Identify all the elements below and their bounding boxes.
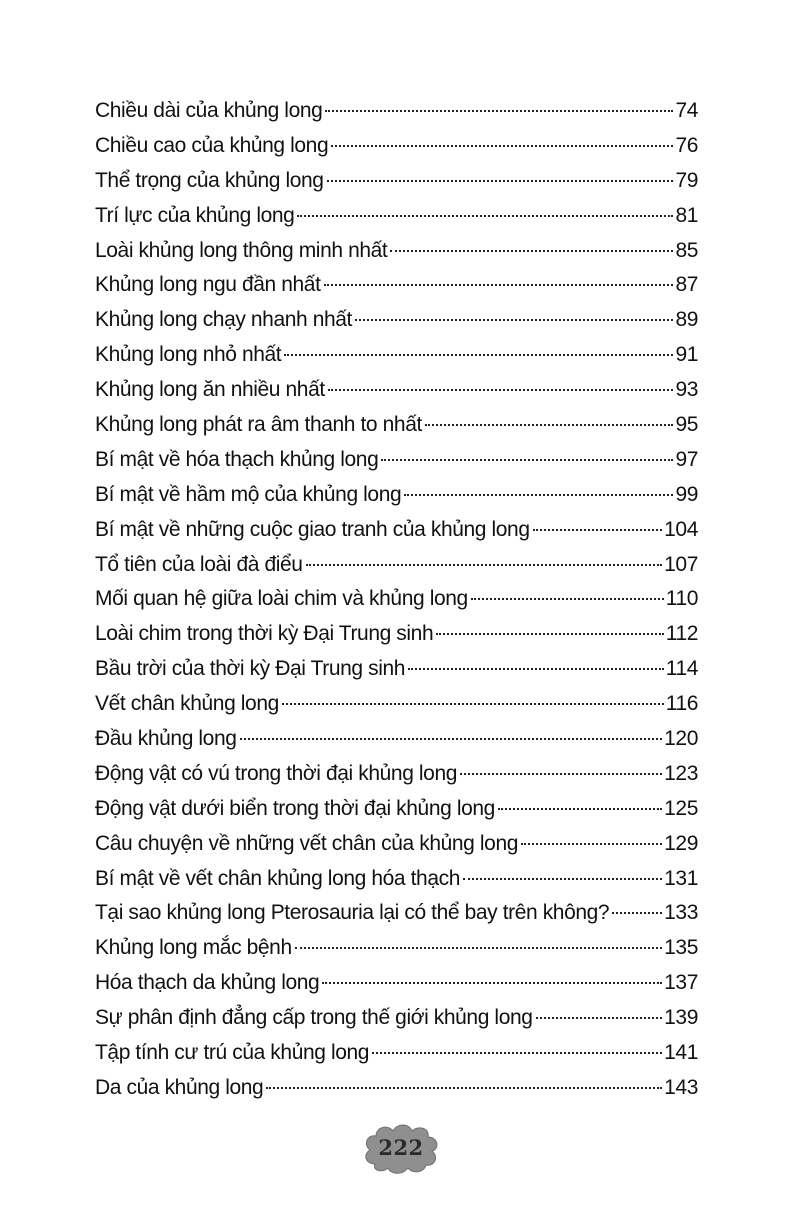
dot-leader bbox=[327, 180, 674, 182]
table-of-contents bbox=[95, 94, 698, 1106]
toc-entry-page: 93 bbox=[675, 378, 698, 402]
toc-entry-title: Tổ tiên của loài đà điểu bbox=[95, 552, 303, 576]
dot-leader bbox=[425, 424, 674, 426]
toc-entry-page: 107 bbox=[664, 552, 698, 576]
toc-entry-title: Bí mật về vết chân khủng long hóa thạch bbox=[95, 866, 460, 890]
toc-entry-page: 87 bbox=[675, 273, 698, 297]
toc-entry-page: 129 bbox=[664, 831, 698, 855]
toc-entry-page: 137 bbox=[664, 971, 698, 995]
dot-leader bbox=[295, 947, 662, 949]
toc-entry-page: 133 bbox=[664, 901, 698, 925]
toc-entry-page: 143 bbox=[664, 1075, 698, 1099]
toc-entry bbox=[95, 931, 698, 966]
dot-leader bbox=[408, 668, 664, 670]
dot-leader bbox=[240, 738, 663, 740]
toc-entry bbox=[95, 268, 698, 303]
toc-entry-title: Vết chân khủng long bbox=[95, 692, 279, 716]
dot-leader bbox=[471, 598, 664, 600]
toc-entry-title: Tại sao khủng long Pterosauria lại có thể bay trên không? bbox=[95, 901, 610, 925]
toc-entry-page: 125 bbox=[664, 796, 698, 820]
toc-entry bbox=[95, 687, 698, 722]
toc-entry bbox=[95, 164, 698, 199]
toc-entry-title: Động vật dưới biển trong thời đại khủng long bbox=[95, 796, 495, 820]
toc-entry-title: Thể trọng của khủng long bbox=[95, 168, 324, 192]
dot-leader bbox=[612, 912, 662, 914]
toc-entry bbox=[95, 896, 698, 931]
toc-entry-page: 85 bbox=[675, 238, 698, 262]
toc-entry bbox=[95, 1001, 698, 1036]
toc-entry-title: Loài chim trong thời kỳ Đại Trung sinh bbox=[95, 622, 434, 646]
dot-leader bbox=[266, 1087, 662, 1089]
toc-entry-page: 135 bbox=[664, 936, 698, 960]
dot-leader bbox=[331, 145, 673, 147]
toc-entry bbox=[95, 129, 698, 164]
dot-leader bbox=[460, 773, 662, 775]
toc-entry-title: Loài khủng long thông minh nhất bbox=[95, 238, 388, 262]
toc-entry-page: 81 bbox=[675, 203, 698, 227]
dot-leader bbox=[355, 319, 673, 321]
dot-leader bbox=[521, 843, 662, 845]
toc-entry-title: Hóa thạch da khủng long bbox=[95, 971, 320, 995]
page-number: 222 bbox=[378, 1135, 424, 1160]
toc-entry bbox=[95, 373, 698, 408]
dot-leader bbox=[536, 1017, 663, 1019]
toc-entry bbox=[95, 478, 698, 513]
toc-entry bbox=[95, 1036, 698, 1071]
toc-entry-page: 114 bbox=[665, 657, 698, 681]
toc-entry bbox=[95, 652, 698, 687]
toc-entry-page: 141 bbox=[664, 1041, 698, 1065]
toc-entry bbox=[95, 862, 698, 897]
toc-entry-page: 74 bbox=[675, 99, 698, 122]
toc-entry bbox=[95, 617, 698, 652]
toc-entry-title: Trí lực của khủng long bbox=[95, 203, 295, 227]
dot-leader bbox=[325, 110, 673, 112]
toc-entry bbox=[95, 94, 698, 129]
toc-entry bbox=[95, 966, 698, 1001]
toc-entry bbox=[95, 443, 698, 478]
toc-entry-title: Động vật có vú trong thời đại khủng long bbox=[95, 761, 458, 785]
toc-entry-title: Tập tính cư trú của khủng long bbox=[95, 1041, 370, 1065]
toc-entry-page: 95 bbox=[675, 413, 698, 437]
toc-entry-title: Bí mật về những cuộc giao tranh của khủng long bbox=[95, 517, 530, 541]
dot-leader bbox=[328, 389, 674, 391]
toc-entry bbox=[95, 1071, 698, 1106]
toc-entry-page: 123 bbox=[664, 761, 698, 785]
toc-entry bbox=[95, 408, 698, 443]
toc-entry-page: 120 bbox=[664, 727, 698, 751]
dot-leader bbox=[463, 878, 662, 880]
toc-entry bbox=[95, 513, 698, 548]
dot-leader bbox=[533, 529, 663, 531]
toc-entry-page: 91 bbox=[675, 343, 698, 367]
toc-entry-title: Sự phân định đẳng cấp trong thế giới khủng long bbox=[95, 1006, 533, 1030]
toc-entry-page: 79 bbox=[675, 168, 698, 192]
toc-entry-title: Khủng long ngu đần nhất bbox=[95, 273, 321, 297]
toc-entry bbox=[95, 338, 698, 373]
toc-entry bbox=[95, 548, 698, 583]
dot-leader bbox=[282, 703, 664, 705]
toc-entry-title: Khủng long phát ra âm thanh to nhất bbox=[95, 413, 422, 437]
dot-leader bbox=[404, 494, 673, 496]
toc-entry-title: Mối quan hệ giữa loài chim và khủng long bbox=[95, 587, 468, 611]
toc-entry-title: Chiều cao của khủng long bbox=[95, 133, 329, 157]
toc-entry-title: Khủng long mắc bệnh bbox=[95, 936, 292, 960]
toc-entry-title: Câu chuyện về những vết chân của khủng long bbox=[95, 831, 519, 855]
toc-entry-page: 97 bbox=[675, 447, 698, 471]
toc-entry bbox=[95, 582, 698, 617]
toc-entry-title: Khủng long chạy nhanh nhất bbox=[95, 308, 352, 332]
dot-leader bbox=[324, 284, 674, 286]
toc-entry-page: 112 bbox=[665, 622, 698, 646]
toc-entry-title: Bầu trời của thời kỳ Đại Trung sinh bbox=[95, 657, 406, 681]
dot-leader bbox=[284, 354, 673, 356]
dot-leader bbox=[297, 215, 673, 217]
toc-entry-page: 104 bbox=[664, 517, 698, 541]
toc-entry bbox=[95, 234, 698, 269]
toc-entry bbox=[95, 303, 698, 338]
toc-entry bbox=[95, 792, 698, 827]
dot-leader bbox=[498, 808, 662, 810]
toc-entry bbox=[95, 827, 698, 862]
toc-entry-title: Chiều dài của khủng long bbox=[95, 99, 323, 122]
toc-entry-page: 116 bbox=[665, 692, 698, 716]
dot-leader bbox=[306, 564, 663, 566]
toc-entry-page: 89 bbox=[675, 308, 698, 332]
toc-entry-page: 76 bbox=[675, 133, 698, 157]
toc-entry-title: Bí mật về hầm mộ của khủng long bbox=[95, 482, 402, 506]
toc-entry bbox=[95, 199, 698, 234]
dot-leader bbox=[436, 633, 663, 635]
dot-leader bbox=[372, 1052, 662, 1054]
toc-entry-title: Khủng long nhỏ nhất bbox=[95, 343, 282, 367]
toc-entry-title: Đầu khủng long bbox=[95, 727, 237, 751]
toc-entry-page: 99 bbox=[675, 482, 698, 506]
toc-entry bbox=[95, 722, 698, 757]
toc-entry-title: Bí mật về hóa thạch khủng long bbox=[95, 447, 379, 471]
toc-entry bbox=[95, 757, 698, 792]
toc-entry-title: Da của khủng long bbox=[95, 1075, 264, 1099]
page-number-badge bbox=[361, 1120, 441, 1176]
dot-leader bbox=[322, 982, 662, 984]
dot-leader bbox=[390, 250, 673, 252]
toc-entry-page: 131 bbox=[664, 866, 698, 890]
toc-entry-page: 139 bbox=[664, 1006, 698, 1030]
toc-entry-page: 110 bbox=[665, 587, 698, 611]
dot-leader bbox=[381, 459, 673, 461]
toc-entry-title: Khủng long ăn nhiều nhất bbox=[95, 378, 325, 402]
